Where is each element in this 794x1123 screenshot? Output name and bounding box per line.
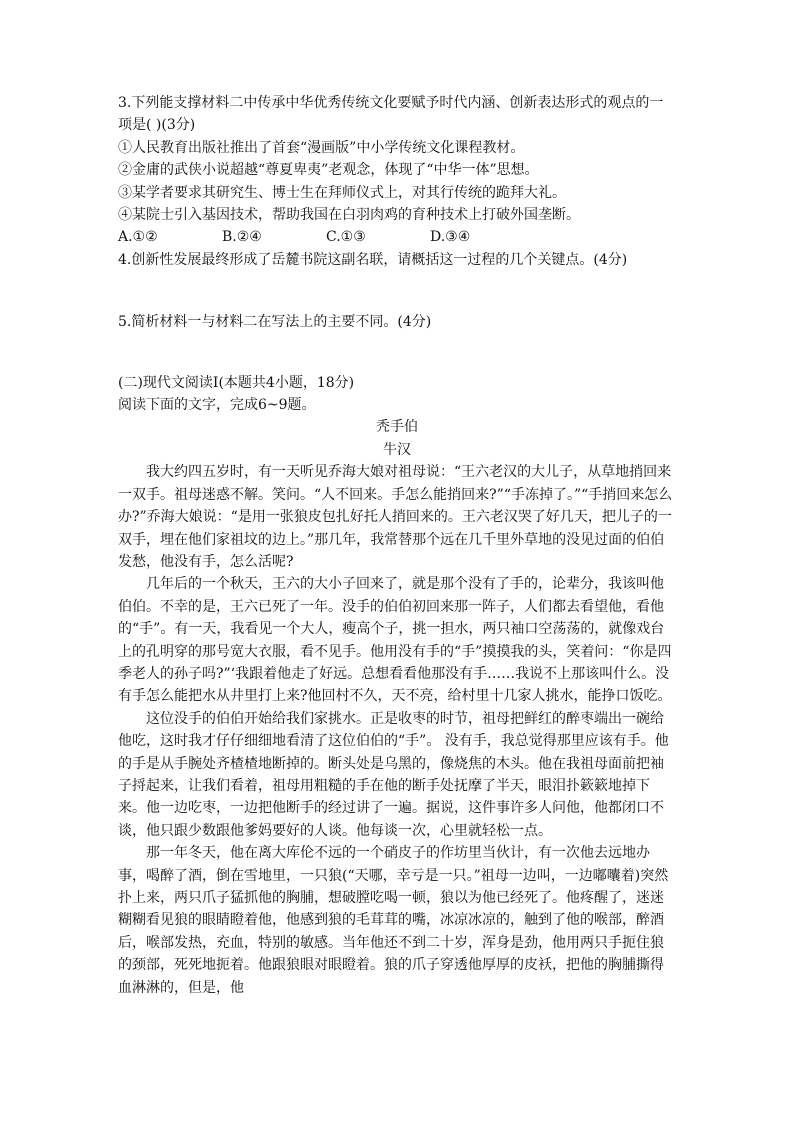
q3-stem: 3.下列能支撑材料二中传承中华优秀传统文化要赋予时代内涵、创新表达形式的观点的一项是( )(3分) bbox=[118, 95, 664, 134]
q3-option-b: B.②④ bbox=[222, 229, 262, 246]
passage-paragraph-1: 我大约四五岁时，有一天听见乔海大娘对祖母说：“王六老汉的大儿子，从草地捎回来一双手。祖母迷惑不解。笑问。“人不回来。手怎么能捎回来?”“手冻掉了。”“手捎回来怎么办?”乔海大娘说：“是用一张狼皮包扎好托人捎回来的。王六老汉哭了好几天，把儿子的一双手，埋在他们家祖坟的边上。”那几年，我常替那个远在几千里外草地的没见过面的伯伯发愁，他没有手，怎么活呢? bbox=[118, 464, 673, 570]
q3-option-c: C.①③ bbox=[326, 229, 366, 246]
q4-text: 4.创新性发展最终形成了岳麓书院这副名联，请概括这一过程的几个关键点。(4分) bbox=[118, 251, 628, 268]
section-heading: (二)现代文阅读Ⅰ(本题共4小题，18分) bbox=[118, 374, 355, 391]
q3-options bbox=[118, 226, 676, 248]
q3-item-4: ④某院士引入基因技术，帮助我国在白羽肉鸡的育种技术上打破外国垄断。 bbox=[118, 207, 580, 224]
q3-option-a: A.①② bbox=[118, 229, 158, 246]
passage-paragraph-3: 这位没手的伯伯开始给我们家挑水。正是收枣的时节，祖母把鲜红的醉枣端出一碗给他吃，这时我才仔仔细细地看清了这位伯伯的“手”。 没有手，我总觉得那里应该有手。他的手是从手腕处齐楂楂地断掉的。断头处是乌黑的，像烧焦的木头。他在我祖母面前把袖子捋起来，让我们看着，祖母用粗糙的手在他的断手处抚摩了半天，眼泪扑簌簌地掉下来。他一边吃枣，一边把他断手的经过讲了一遍。据说，这件事许多人问他，他都闭口不谈，他只跟少数跟他爹妈要好的人谈。他每谈一次，心里就轻松一点。 bbox=[118, 710, 669, 839]
q3-item-2: ②金庸的武侠小说超越“尊夏卑夷”老观念，体现了“中华一体”思想。 bbox=[118, 162, 539, 179]
passage-paragraph-4: 那一年冬天，他在离大库伦不远的一个硝皮子的作坊里当伙计，有一次他去远地办事，喝醉了酒，倒在雪地里，一只狼(“天哪，幸亏是一只。”祖母一边叫，一边嘟囔着)突然扑上来，两只爪子猛抓他的胸脯，想破膛吃喝一顿，狼以为他已经死了。他疼醒了，迷迷糊糊看见狼的眼睛瞪着他，他感到狼的毛茸茸的嘴，冰凉冰凉的，触到了他的喉部，醉酒后，喉部发热，充血，特别的敏感。当年他还不到二十岁，浑身是劲，他用两只手扼住狼的颈部，死死地扼着。他跟狼眼对眼瞪着。狼的爪子穿透他厚厚的皮袄，把他的胸脯撕得血淋淋的，但是，他 bbox=[118, 845, 669, 996]
q3-option-d: D.③④ bbox=[430, 229, 471, 246]
q3-item-3: ③某学者要求其研究生、博士生在拜师仪式上，对其行传统的跪拜大礼。 bbox=[118, 184, 566, 201]
section-instruction: 阅读下面的文字，完成6~9题。 bbox=[118, 397, 316, 414]
document-page bbox=[118, 92, 676, 999]
passage-author: 牛汉 bbox=[383, 441, 411, 458]
passage-paragraph-2: 几年后的一个秋天，王六的大小子回来了，就是那个没有了手的，论辈分，我该叫他伯伯。不幸的是，王六已死了一年。没手的伯伯初回来那一阵子，人们都去看望他，看他的“手”。有一天，我看见一个大人，瘦高个子，挑一担水，两只袖口空荡荡的，就像戏台上的孔明穿的那号宽大衣服，看不见手。他用没有手的“手”摸摸我的头，笑着问：“你是四季老人的孙子吗?”‘我跟着他走了好远。总想看看他那没有手……我说不上那该叫什么。没有手怎么能把水从井里打上来?他回村不久，天不亮，给村里十几家人挑水，能挣口饭吃。 bbox=[118, 576, 672, 705]
q3-item-1: ①人民教育出版社推出了首套“漫画版”中小学传统文化课程教材。 bbox=[118, 139, 525, 156]
q5-text: 5.简析材料一与材料二在写法上的主要不同。(4分) bbox=[118, 314, 432, 331]
passage-title: 秃手伯 bbox=[376, 419, 418, 436]
